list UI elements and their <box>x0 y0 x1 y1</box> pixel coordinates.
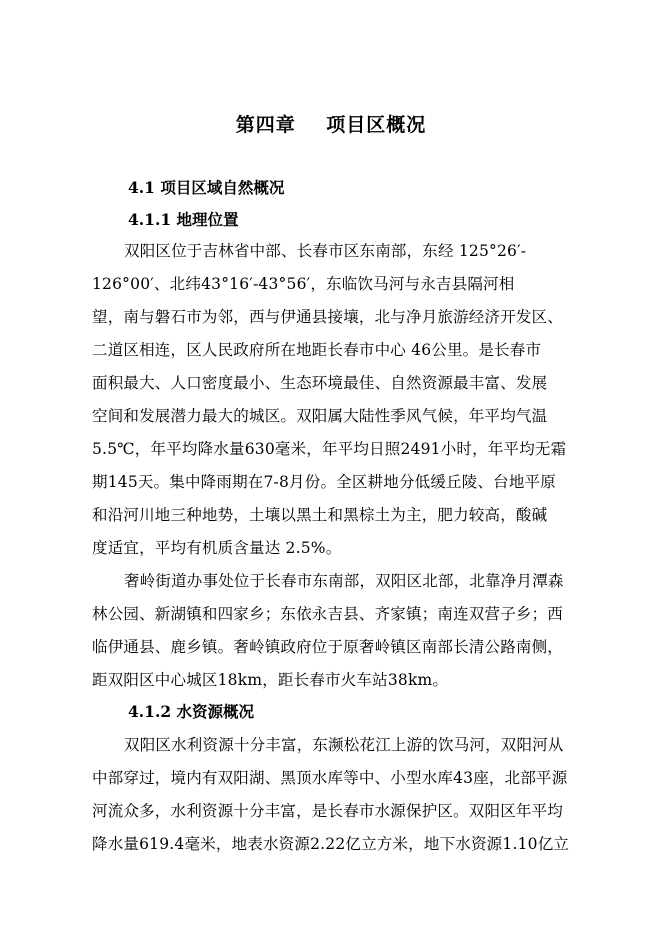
paragraph-3-line: 降水量619.4毫米，地表水资源2.22亿立方米，地下水资源1.10亿立 <box>92 835 570 853</box>
paragraph-3-line: 中部穿过，境内有双阳湖、黑顶水库等中、小型水库43座，北部平源 <box>92 769 568 787</box>
section-heading-4-1: 4.1 项目区域自然概况 <box>128 178 285 197</box>
section-heading-4-1-1: 4.1.1 地理位置 <box>128 210 239 229</box>
paragraph-1-line: 和沿河川地三种地势，土壤以黑土和黑棕土为主，肥力较高，酸碱 <box>92 506 548 524</box>
paragraph-2-line: 距双阳区中心城区18km，距长春市火车站38km。 <box>92 671 449 689</box>
paragraph-1-line: 5.5℃，年平均降水量630毫米，年平均日照2491小时，年平均无霜 <box>92 440 567 458</box>
paragraph-3-line: 河流众多，水利资源十分丰富，是长春市水源保护区。双阳区年平均 <box>92 802 564 820</box>
paragraph-2-line: 临伊通县、鹿乡镇。奢岭镇政府位于原奢岭镇区南部长清公路南侧， <box>92 638 564 656</box>
paragraph-3-line: 双阳区水利资源十分丰富，东濒松花江上游的饮马河，双阳河从 <box>124 736 564 754</box>
paragraph-1-line: 度适宜，平均有机质含量达 2.5%。 <box>92 539 342 557</box>
chapter-title: 第四章 项目区概况 <box>235 114 427 136</box>
paragraph-1-line: 空间和发展潜力最大的城区。双阳属大陆性季风气候，年平均气温 <box>92 407 548 425</box>
paragraph-1-line: 126°00′、北纬43°16′-43°56′，东临饮马河与永吉县隔河相 <box>92 275 515 293</box>
paragraph-1-line: 期145天。集中降雨期在7-8月份。全区耕地分低缓丘陵、台地平原 <box>92 473 556 491</box>
paragraph-2-line: 林公园、新湖镇和四家乡；东依永吉县、齐家镇；南连双营子乡；西 <box>92 605 564 623</box>
paragraph-2-line: 奢岭街道办事处位于长春市东南部，双阳区北部，北靠净月潭森 <box>124 572 564 590</box>
paragraph-1-line: 双阳区位于吉林省中部、长春市区东南部，东经 125°26′- <box>124 242 527 260</box>
paragraph-1-line: 面积最大、人口密度最小、生态环境最佳、自然资源最丰富、发展 <box>92 374 548 392</box>
section-heading-4-1-2: 4.1.2 水资源概况 <box>128 702 255 721</box>
paragraph-1-line: 二道区相连，区人民政府所在地距长春市中心 46公里。是长春市 <box>92 341 542 359</box>
paragraph-1-line: 望，南与磐石市为邻，西与伊通县接壤，北与净月旅游经济开发区、 <box>92 308 564 326</box>
